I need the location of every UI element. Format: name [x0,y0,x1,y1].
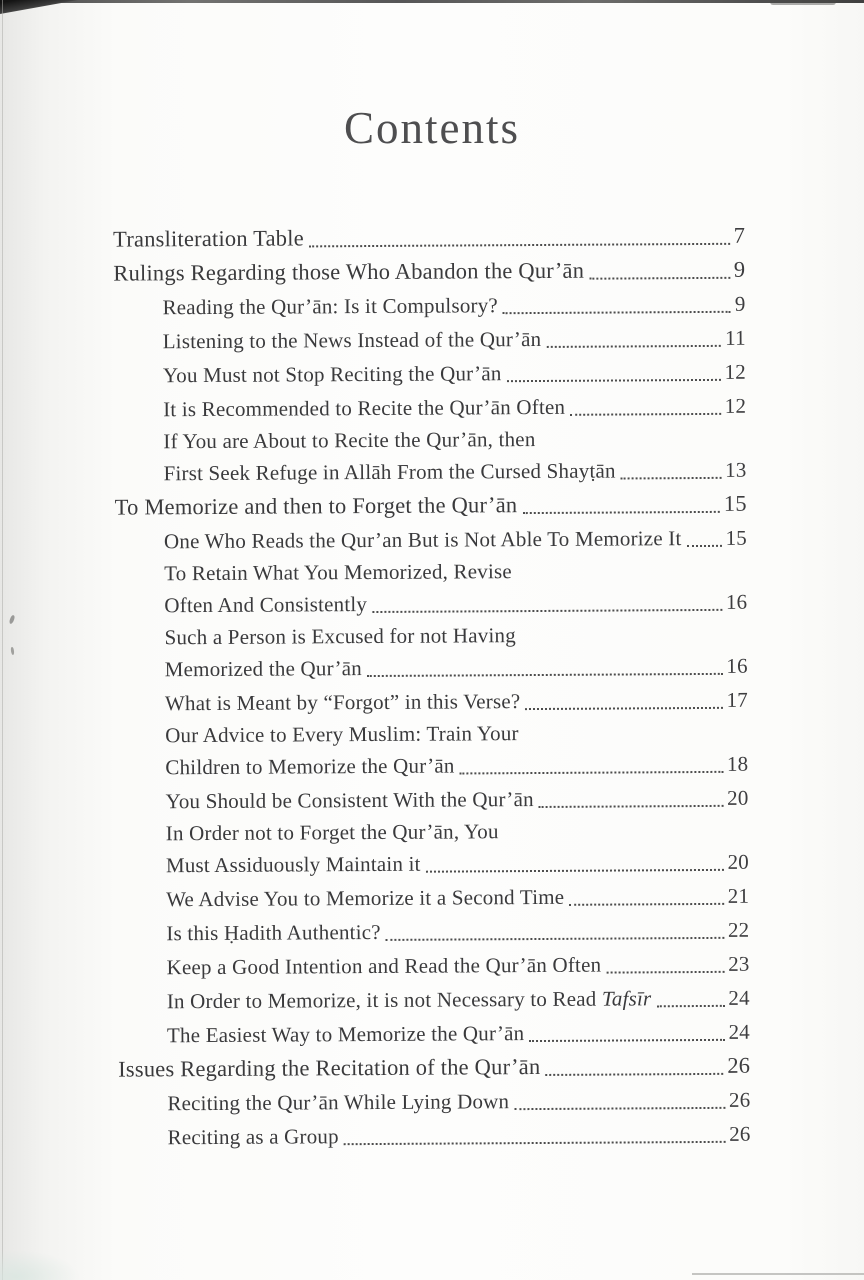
scan-bottom-edge-artifact [692,1273,864,1275]
dot-leader [656,1005,724,1007]
toc-entry-line [115,521,747,559]
toc-entry-title: Children to Memorize the Qur’ān [165,753,455,780]
toc-entry-page-number: 20 [727,849,750,874]
toc-entry-page-number: 17 [726,687,749,712]
scan-top-edge-artifact [0,0,864,3]
toc-entry-title: Transliteration Table [113,225,304,252]
toc-entry-line [118,1117,750,1155]
toc-entry-page-number: 16 [726,653,748,678]
toc-entry-page-number: 24 [728,1019,751,1044]
toc-entry-line [116,747,748,785]
dot-leader [525,707,722,710]
toc-entry-title: Reciting the Qur’ān While Lying Down [167,1089,510,1116]
toc-entry-page-number: 11 [725,325,746,350]
toc-entry-line [117,879,749,917]
toc-entry-line [115,619,747,653]
toc-entry-page-number: 21 [727,883,750,908]
toc-entry-title: Is this Ḥadith Authentic? [166,919,381,946]
toc-entry-page-number: 24 [728,985,750,1010]
toc-entry-line [118,981,750,1019]
toc-entry-title: Such a Person is Excused for not Having [164,623,516,650]
toc-entry-line [116,717,748,751]
toc-entry-title: In Order to Memorize, it is not Necessary to Read Tafsīr [166,986,652,1014]
toc-entry-line [116,781,748,819]
toc-entry-line [114,355,746,393]
dot-leader [372,609,722,613]
toc-entry-title: First Seek Refuge in Allāh From the Cursed Shayṭān [163,458,616,486]
dot-leader [522,511,720,514]
page-title: Contents [343,103,520,153]
toc-entry-page-number: 15 [725,525,748,550]
toc-entry-title: Our Advice to Every Muslim: Train Your [165,721,519,748]
dot-leader [386,937,724,941]
toc-entry-page-number: 20 [727,785,749,810]
toc-entry-title: If You are About to Recite the Qur’ān, then [163,427,536,454]
toc-entry-title: Reciting as a Group [167,1124,339,1150]
toc-entry-line [117,947,749,985]
scan-bottom-left-smudge [0,1250,80,1280]
dot-leader [546,345,721,348]
toc-entry-title: You Should be Consistent With the Qur’ān [165,787,534,814]
toc-entry-line [117,815,749,849]
toc-entry-line [115,585,747,623]
toc-entry-page-number: 15 [723,490,747,516]
toc-entry-title: It is Recommended to Recite the Qur’ān Often [163,394,566,422]
toc-entry-page-number: 12 [724,393,747,418]
toc-entry-title: In Order not to Forget the Qur’ān, You [165,819,499,846]
dot-leader [621,477,721,480]
dot-leader [367,673,722,677]
dot-leader [606,971,724,974]
dot-leader [687,545,722,547]
toc-entry-line [114,389,746,427]
toc-entry-title: You Must not Stop Reciting the Qur’ān [162,361,502,388]
toc-entry-page-number: 26 [727,1052,751,1078]
dot-leader [514,1107,725,1110]
dot-leader [309,243,730,248]
dot-leader [589,277,730,280]
toc-entry-line [114,321,746,359]
toc-entry-title: To Retain What You Memorized, Revise [164,559,512,586]
toc-entry-title: Keep a Good Intention and Read the Qur’ān Often [166,952,602,980]
toc-entry-page-number: 18 [726,751,749,776]
toc-entry-line [113,219,745,257]
dot-leader [569,903,723,906]
toc-entry-page-number: 9 [733,256,746,282]
toc-entry-line [114,453,746,491]
toc-entry-title: The Easiest Way to Memorize the Qur’ān [166,1021,525,1048]
scan-top-right-artifact [770,0,836,5]
toc-entry-line [116,683,748,721]
toc-entry-page-number: 9 [734,291,746,316]
toc-entry-title: Issues Regarding the Recitation of the Qur’ān [118,1053,541,1082]
toc-list [0,218,864,1155]
dot-leader [529,1039,724,1042]
toc-entry-title: Must Assiduously Maintain it [165,851,421,878]
toc-entry-title: Reading the Qur’ān: Is it Compulsory? [162,293,498,320]
toc-entry-page-number: 26 [728,1087,751,1112]
dot-leader [426,869,724,873]
toc-entry-page-number: 16 [725,589,748,614]
toc-entry-title: Memorized the Qur’ān [164,656,363,682]
dot-leader [460,771,723,775]
dot-leader [507,379,721,382]
dot-leader [344,1141,725,1145]
toc-entry-page-number: 12 [724,359,747,384]
toc-entry-line [116,649,748,687]
toc-entry-line [118,1015,750,1053]
toc-entry-line [117,845,749,883]
toc-entry-line [118,1049,750,1087]
toc-entry-line [115,487,747,525]
toc-entry-title: Listening to the News Instead of the Qur’ān [162,326,542,354]
dot-leader [570,413,721,416]
toc-entry-title: What is Meant by “Forgot” in this Verse? [164,689,521,716]
toc-entry-page-number: 26 [729,1121,751,1146]
toc-entry-page-number: 22 [727,917,750,942]
toc-entry-title: Often And Consistently [164,592,368,618]
toc-entry-line [117,913,749,951]
dot-leader [545,1073,723,1076]
toc-entry-page-number: 23 [728,951,750,976]
dot-leader [539,805,723,808]
toc-entry-title: To Memorize and then to Forget the Qur’ān [114,492,518,520]
toc-entry-title: Rulings Regarding those Who Abandon the Qur’ān [113,257,585,286]
toc-entry-page-number: 7 [733,222,746,248]
toc-entry-title: One Who Reads the Qur’an But is Not Able To Memorize It [163,526,682,554]
toc-entry-line [118,1083,750,1121]
toc-entry-title: We Advise You to Memorize it a Second Time [166,884,565,912]
toc-entry-line [115,555,747,589]
toc-entry-line [113,287,745,325]
dot-leader [503,311,731,314]
toc-entry-page-number: 13 [725,457,747,482]
toc-entry-line [113,253,745,291]
toc-entry-line [114,423,746,457]
